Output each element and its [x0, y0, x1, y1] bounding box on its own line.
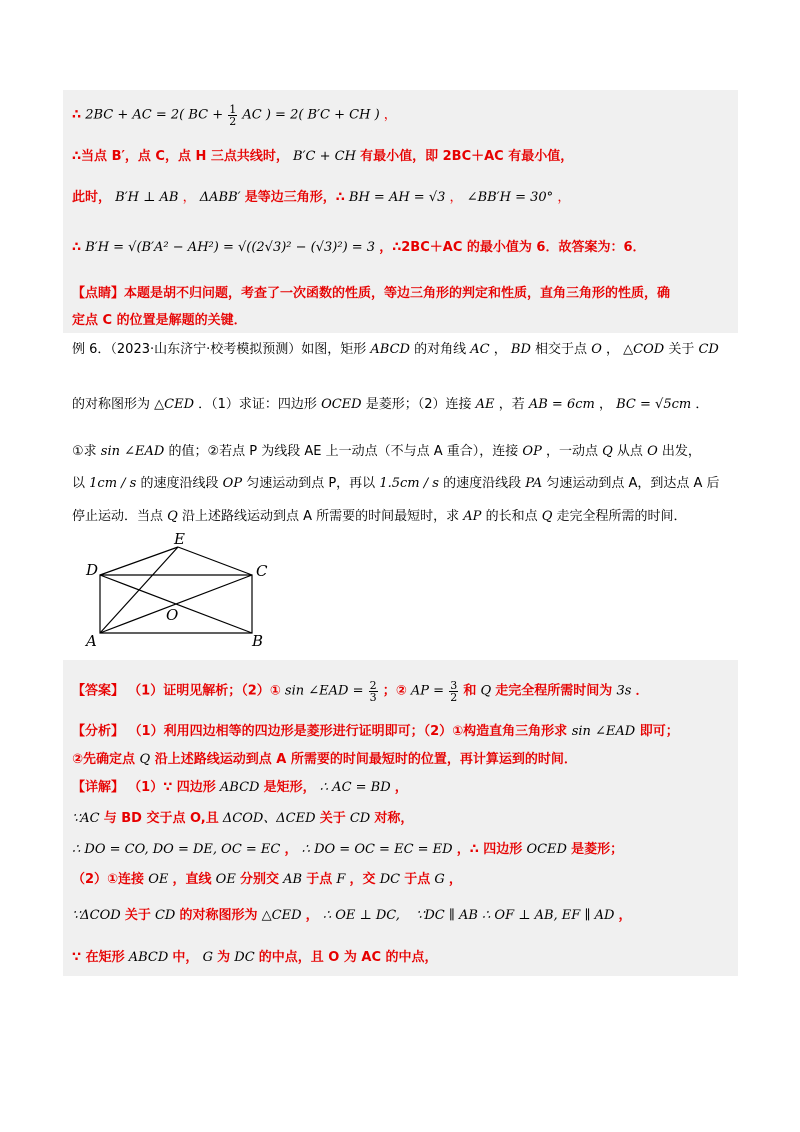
- math-expr: △COD: [623, 342, 665, 357]
- therefore-symbol: ∴: [72, 240, 82, 255]
- math-expr: CD: [698, 342, 719, 357]
- label-e: E: [174, 530, 185, 548]
- math-expr: BH = AH = √3: [348, 190, 446, 205]
- math-expr: AE: [475, 397, 495, 412]
- math-expr: AC ) = 2( B′C + CH ): [242, 107, 380, 123]
- math-expr: ∵ΔCOD: [72, 908, 121, 923]
- text: 出发，: [661, 444, 701, 459]
- text: （2）①连接: [72, 872, 145, 887]
- frac-num: 1: [229, 103, 237, 116]
- math-expr: 1.5cm / s: [379, 476, 439, 491]
- math-expr: 2BC + AC = 2( BC +: [85, 107, 228, 123]
- analysis-line-2: [72, 750, 577, 771]
- text: 分别交: [239, 872, 279, 887]
- frac-num: 3: [450, 679, 458, 692]
- math-expr: B′H = √(B′A² − AH²) = √((2√3)² − (√3)²) = 3: [85, 240, 376, 255]
- math-expr: OCED: [526, 842, 567, 857]
- text: 的对称图形为: [72, 397, 151, 412]
- text: 是菱形；（2）连接: [365, 397, 472, 412]
- text: 即可；: [639, 724, 679, 739]
- math-expr: ∴ AC = BD: [319, 780, 391, 795]
- math-expr: CD: [154, 908, 176, 923]
- therefore-symbol: ∴: [72, 107, 82, 123]
- math-expr: ABCD: [128, 950, 169, 965]
- dianjing-line-1: [72, 284, 670, 305]
- math-expr: 3s: [616, 683, 632, 699]
- math-expr: ΔCOD、ΔCED: [222, 811, 316, 826]
- text: 的对称图形为: [179, 908, 258, 923]
- math-expr: Q: [167, 509, 178, 524]
- math-expr: DC: [379, 872, 401, 887]
- text: 走完全程所需的时间．: [556, 509, 687, 524]
- math-expr: G: [434, 872, 445, 887]
- text: 为: [217, 950, 231, 965]
- detail-line-4: [72, 870, 462, 891]
- punct: ，: [182, 190, 196, 205]
- math-expr: CD: [349, 811, 371, 826]
- math-expr: PA: [525, 476, 543, 491]
- text: ，: [305, 908, 319, 923]
- text: 与 BD 交于点 O,且: [103, 811, 219, 826]
- text: ，: [493, 342, 507, 357]
- math-expr: B′C + CH: [293, 149, 356, 164]
- text: 关于: [668, 342, 695, 357]
- frac-den: 2: [229, 115, 237, 128]
- text: ∴当点 B′，点 C，点 H 三点共线时，: [72, 149, 289, 164]
- text: 是矩形，: [263, 780, 316, 795]
- math-expr: ABCD: [219, 780, 260, 795]
- problem-line-2: [72, 395, 708, 416]
- text: 和: [463, 683, 477, 699]
- punct: ，: [557, 190, 571, 205]
- text: 的速度沿线段: [140, 476, 219, 491]
- math-expr: sin ∠EAD =: [284, 683, 368, 699]
- problem-line-3: [72, 442, 701, 463]
- punct: ，: [383, 107, 397, 123]
- text: 有最小值，即 2BC＋AC 有最小值，: [360, 149, 574, 164]
- text: 走完全程所需时间为: [495, 683, 613, 699]
- math-expr: sin ∠EAD: [100, 444, 165, 459]
- text: ，交: [349, 872, 376, 887]
- math-expr: G: [202, 950, 213, 965]
- detail-line-3: [72, 840, 623, 861]
- text: 匀速运动到点 P，再以: [246, 476, 376, 491]
- label-a: A: [86, 632, 97, 650]
- text: 的速度沿线段: [443, 476, 522, 491]
- text: ①求: [72, 444, 97, 459]
- math-expr: Q: [541, 509, 553, 524]
- problem-line-1: [72, 340, 719, 361]
- text: 对称，: [374, 811, 414, 826]
- text: 从点: [616, 444, 643, 459]
- text: ；②: [382, 683, 407, 699]
- text: ，: [448, 872, 462, 887]
- text: ，若: [498, 397, 525, 412]
- segment-ce: [178, 547, 252, 575]
- math-expr: sin ∠EAD: [571, 724, 636, 739]
- math-expr: AC: [470, 342, 490, 357]
- math-expr: OP: [522, 444, 542, 459]
- math-expr: O: [647, 444, 658, 459]
- text: ，直线: [172, 872, 212, 887]
- math-expr: ∵AC: [72, 811, 100, 826]
- top-line-4: [72, 238, 646, 259]
- text: 沿上述路线运动到点 A 所需要的时间最短时，求: [181, 509, 460, 524]
- math-expr: BC = √5cm: [616, 397, 692, 412]
- top-line-2: [72, 147, 573, 168]
- fraction: [449, 680, 458, 703]
- answer-label: 【答案】: [72, 683, 125, 699]
- text: ．: [695, 397, 709, 412]
- text: 相交于点: [535, 342, 588, 357]
- math-expr: BD: [510, 342, 531, 357]
- problem-line-4: [72, 474, 720, 495]
- segment-de: [100, 547, 178, 575]
- math-expr: ∵DC ∥ AB ∴ OF ⊥ AB, EF ∥ AD: [416, 908, 615, 923]
- text: （1）∵ 四边形: [128, 780, 216, 795]
- text: 于点: [306, 872, 333, 887]
- detail-line-1: [72, 778, 408, 799]
- text: 是菱形；: [571, 842, 624, 857]
- frac-den: 2: [450, 691, 458, 704]
- math-expr: ∠BB′H = 30°: [466, 190, 554, 205]
- math-expr: AB = 6cm: [528, 397, 595, 412]
- problem-line-5: [72, 507, 687, 528]
- text: ，: [598, 397, 612, 412]
- fraction: [369, 680, 378, 703]
- dianjing-label: 【点睛】: [72, 286, 125, 301]
- frac-num: 2: [369, 679, 377, 692]
- text: ，: [394, 780, 408, 795]
- top-line-3: [72, 188, 570, 209]
- text: （1）证明见解析；（2）①: [128, 683, 281, 699]
- math-expr: △CED: [261, 908, 302, 923]
- rectangle-figure: [80, 530, 280, 650]
- top-line-1: [72, 104, 397, 127]
- text: ．（1）求证：四边形: [198, 397, 317, 412]
- text: ，: [618, 908, 632, 923]
- text: ，一动点: [545, 444, 598, 459]
- analysis-line-1: [72, 722, 679, 743]
- math-expr: AP =: [410, 683, 449, 699]
- dianjing-line-2: [72, 311, 247, 332]
- math-expr: Q: [480, 683, 492, 699]
- math-expr: △CED: [154, 397, 195, 412]
- text: ，: [284, 842, 298, 857]
- math-expr: F: [336, 872, 346, 887]
- math-expr: AB: [283, 872, 303, 887]
- math-expr: OE: [215, 872, 236, 887]
- punct: ，: [449, 190, 463, 205]
- math-expr: ∴ OE ⊥ DC,: [322, 908, 400, 923]
- detail-line-6: [72, 948, 438, 969]
- math-expr: B′H ⊥ AB: [115, 190, 179, 205]
- math-expr: OCED: [321, 397, 362, 412]
- text: 中，: [172, 950, 199, 965]
- text: 关于: [319, 811, 346, 826]
- label-b: B: [252, 632, 264, 650]
- text: ∵ 在矩形: [72, 950, 125, 965]
- frac-den: 3: [369, 691, 377, 704]
- fraction: [228, 104, 237, 127]
- detail-label: 【详解】: [72, 780, 125, 795]
- text: 的长和点: [485, 509, 538, 524]
- text: 的中点，且 O 为 AC 的中点，: [258, 950, 438, 965]
- answer-line: [72, 680, 649, 703]
- text: 于点: [404, 872, 431, 887]
- text: 关于: [124, 908, 151, 923]
- text: 定点 C 的位置是解题的关键．: [72, 313, 247, 328]
- text: 停止运动．当点: [72, 509, 164, 524]
- text: 本题是胡不归问题，考查了一次函数的性质，等边三角形的判定和性质，直角三角形的性质，确: [124, 286, 671, 301]
- detail-line-2: [72, 809, 413, 830]
- text: 的对角线: [414, 342, 467, 357]
- text: 以: [72, 476, 86, 491]
- math-expr: DC: [234, 950, 255, 965]
- text: 沿上述路线运动到点 A 所需要的时间最短时的位置，再计算运到的时间．: [154, 752, 577, 767]
- text: 匀速运动到点 A，到达点 A 后: [546, 476, 720, 491]
- math-expr: OP: [222, 476, 243, 491]
- text: 此时，: [72, 190, 112, 205]
- math-expr: 1cm / s: [89, 476, 137, 491]
- math-expr: O: [591, 342, 602, 357]
- math-expr: AP: [463, 509, 482, 524]
- text: 是等边三角形，∴: [244, 190, 345, 205]
- analysis-label: 【分析】: [72, 724, 125, 739]
- text: ，∴2BC＋AC 的最小值为 6．故答案为：6．: [379, 240, 646, 255]
- math-expr: ∴ DO = CO, DO = DE, OC = EC: [72, 842, 281, 857]
- label-o: O: [166, 606, 179, 624]
- detail-line-5: [72, 906, 632, 927]
- math-expr: ΔABB′: [199, 190, 241, 205]
- text: ，∴ 四边形: [456, 842, 523, 857]
- text: ，: [606, 342, 620, 357]
- math-expr: ABCD: [370, 342, 410, 357]
- text: 例 6．（2023·山东济宁·校考模拟预测）如图，矩形: [72, 342, 367, 357]
- math-expr: OE: [148, 872, 169, 887]
- label-d: D: [86, 561, 99, 579]
- text: ②先确定点: [72, 752, 136, 767]
- text: 的值；②若点 P 为线段 AE 上一动点（不与点 A 重合），连接: [168, 444, 519, 459]
- text: ．: [635, 683, 649, 699]
- math-expr: ∴ DO = OC = EC = ED: [301, 842, 453, 857]
- math-expr: Q: [139, 752, 151, 767]
- label-c: C: [256, 562, 268, 580]
- math-expr: Q: [602, 444, 613, 459]
- text: （1）利用四边相等的四边形是菱形进行证明即可；（2）①构造直角三角形求: [128, 724, 568, 739]
